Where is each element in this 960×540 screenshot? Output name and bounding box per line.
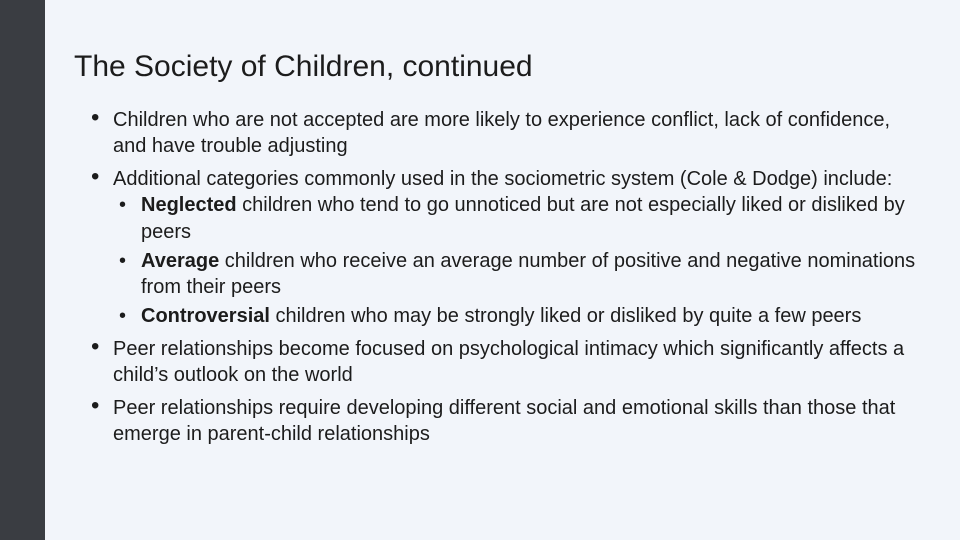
sub-bullet-item <box>141 248 923 301</box>
category-term: Average <box>141 249 220 272</box>
category-description: children who receive an average number of positive and negative nominations from their peers <box>141 249 916 299</box>
bullet-text: Peer relationships become focused on psychological intimacy which significantly affects a child’s outlook on the world <box>113 338 905 387</box>
bullet-text: Peer relationships require developing different social and emotional skills than those that emerge in parent-child relationships <box>113 397 896 446</box>
category-description: children who may be strongly liked or disliked by quite a few peers <box>269 305 862 328</box>
bullet-item <box>113 336 923 389</box>
bullet-item <box>113 166 923 330</box>
category-description: children who tend to go unnoticed but are not especially liked or disliked by peers <box>141 194 905 243</box>
bullet-text: Additional categories commonly used in the sociometric system (Cole & Dodge) include: <box>113 167 893 190</box>
bullet-item <box>113 395 923 448</box>
left-accent-bar <box>0 0 45 540</box>
sub-bullet-list <box>113 192 923 329</box>
sub-bullet-item <box>141 303 923 329</box>
category-term: Controversial <box>141 305 270 328</box>
sub-bullet-item <box>141 192 923 245</box>
bullet-item <box>113 107 923 160</box>
slide-title: The Society of Children, continued <box>74 50 533 83</box>
category-term: Neglected <box>141 194 237 217</box>
bullet-text: Children who are not accepted are more likely to experience conflict, lack of confidence, and have trouble adjusting <box>113 109 891 158</box>
bullet-list <box>113 107 923 454</box>
